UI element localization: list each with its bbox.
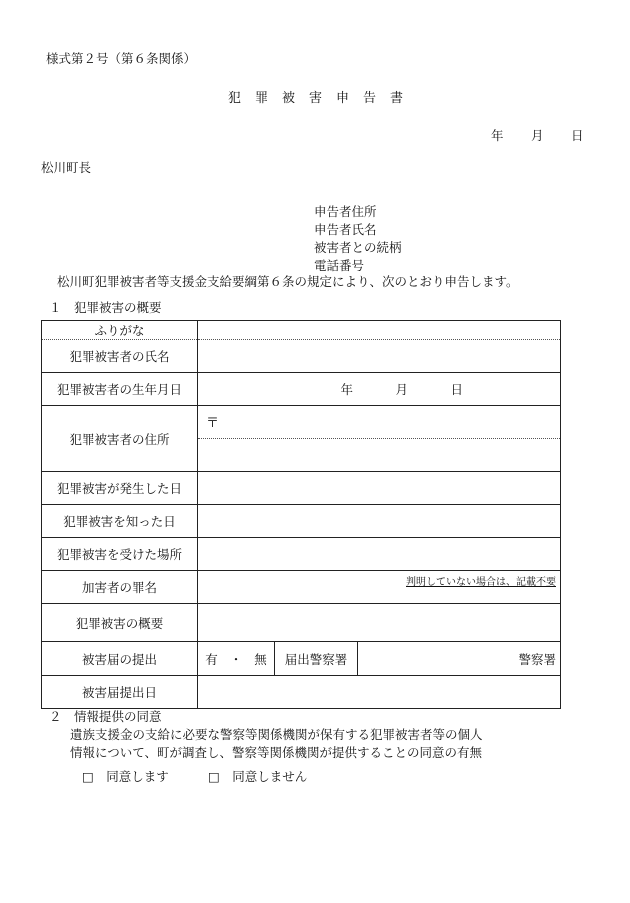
offense-name-label: 加害者の罪名 <box>42 571 198 604</box>
dob-year-label: 年 <box>340 382 353 397</box>
date-day-label: 日 <box>571 128 584 143</box>
separator-dot: ・ <box>229 651 243 667</box>
addressee: 松川町長 <box>41 160 92 175</box>
document-title: 犯罪被害申告書 <box>228 91 418 106</box>
offense-note: 判明していない場合は、記載不要 <box>406 577 556 588</box>
victim-address-field[interactable] <box>198 439 561 472</box>
damage-summary-table <box>41 320 561 709</box>
postal-mark: 〒 <box>206 416 220 431</box>
section1-heading: １ 犯罪被害の概要 <box>49 300 162 315</box>
form-number: 様式第２号（第６条関係） <box>46 51 197 66</box>
date-year-label: 年 <box>491 128 504 143</box>
furigana-field[interactable] <box>198 321 561 340</box>
report-yes-no[interactable] <box>198 642 275 675</box>
report-no-option[interactable]: 無 <box>254 651 267 667</box>
applicant-relation-label: 被害者との続柄 <box>314 240 402 255</box>
police-station-suffix: 警察署 <box>518 651 556 667</box>
consent-disagree-checkbox[interactable]: □ 同意しません <box>208 769 308 784</box>
date-known-label: 犯罪被害を知った日 <box>42 505 198 538</box>
applicant-name-label: 申告者氏名 <box>314 222 377 237</box>
consent-text-line2: 情報について、町が調査し、警察等関係機関が提供することの同意の有無 <box>70 745 483 760</box>
date-occurred-field[interactable] <box>198 472 561 505</box>
date-known-field[interactable] <box>198 505 561 538</box>
consent-text-line1: 遺族支援金の支給に必要な警察等関係機関が保有する犯罪被害者等の個人 <box>70 727 483 742</box>
victim-dob-label: 犯罪被害者の生年月日 <box>42 373 198 406</box>
applicant-address-label: 申告者住所 <box>314 204 377 219</box>
place-field[interactable] <box>198 538 561 571</box>
report-yes-option[interactable]: 有 <box>205 651 218 667</box>
victim-dob-field[interactable] <box>198 373 561 406</box>
date-month-label: 月 <box>531 128 544 143</box>
offense-name-field[interactable] <box>198 571 561 604</box>
victim-name-field[interactable] <box>198 340 561 373</box>
date-occurred-label: 犯罪被害が発生した日 <box>42 472 198 505</box>
police-station-field[interactable] <box>358 642 560 675</box>
postal-code-field[interactable] <box>198 406 561 439</box>
report-submitted-label: 被害届の提出 <box>42 642 198 676</box>
police-station-label: 届出警察署 <box>275 642 358 675</box>
furigana-label: ふりがな <box>42 321 198 340</box>
dob-day-label: 日 <box>450 382 463 397</box>
report-date-field[interactable] <box>198 676 561 709</box>
report-submitted-row <box>198 642 561 676</box>
victim-name-label: 犯罪被害者の氏名 <box>42 340 198 373</box>
intro-text: 松川町犯罪被害者等支援金支給要綱第６条の規定により、次のとおり申告します。 <box>57 274 519 289</box>
applicant-phone-label: 電話番号 <box>314 258 365 273</box>
summary-label: 犯罪被害の概要 <box>42 604 198 642</box>
section2-heading: ２ 情報提供の同意 <box>49 709 162 724</box>
place-label: 犯罪被害を受けた場所 <box>42 538 198 571</box>
consent-agree-checkbox[interactable]: □ 同意します <box>82 769 169 784</box>
report-date-label: 被害届提出日 <box>42 676 198 709</box>
dob-month-label: 月 <box>395 382 408 397</box>
summary-field[interactable] <box>198 604 561 642</box>
victim-address-label: 犯罪被害者の住所 <box>42 406 198 472</box>
